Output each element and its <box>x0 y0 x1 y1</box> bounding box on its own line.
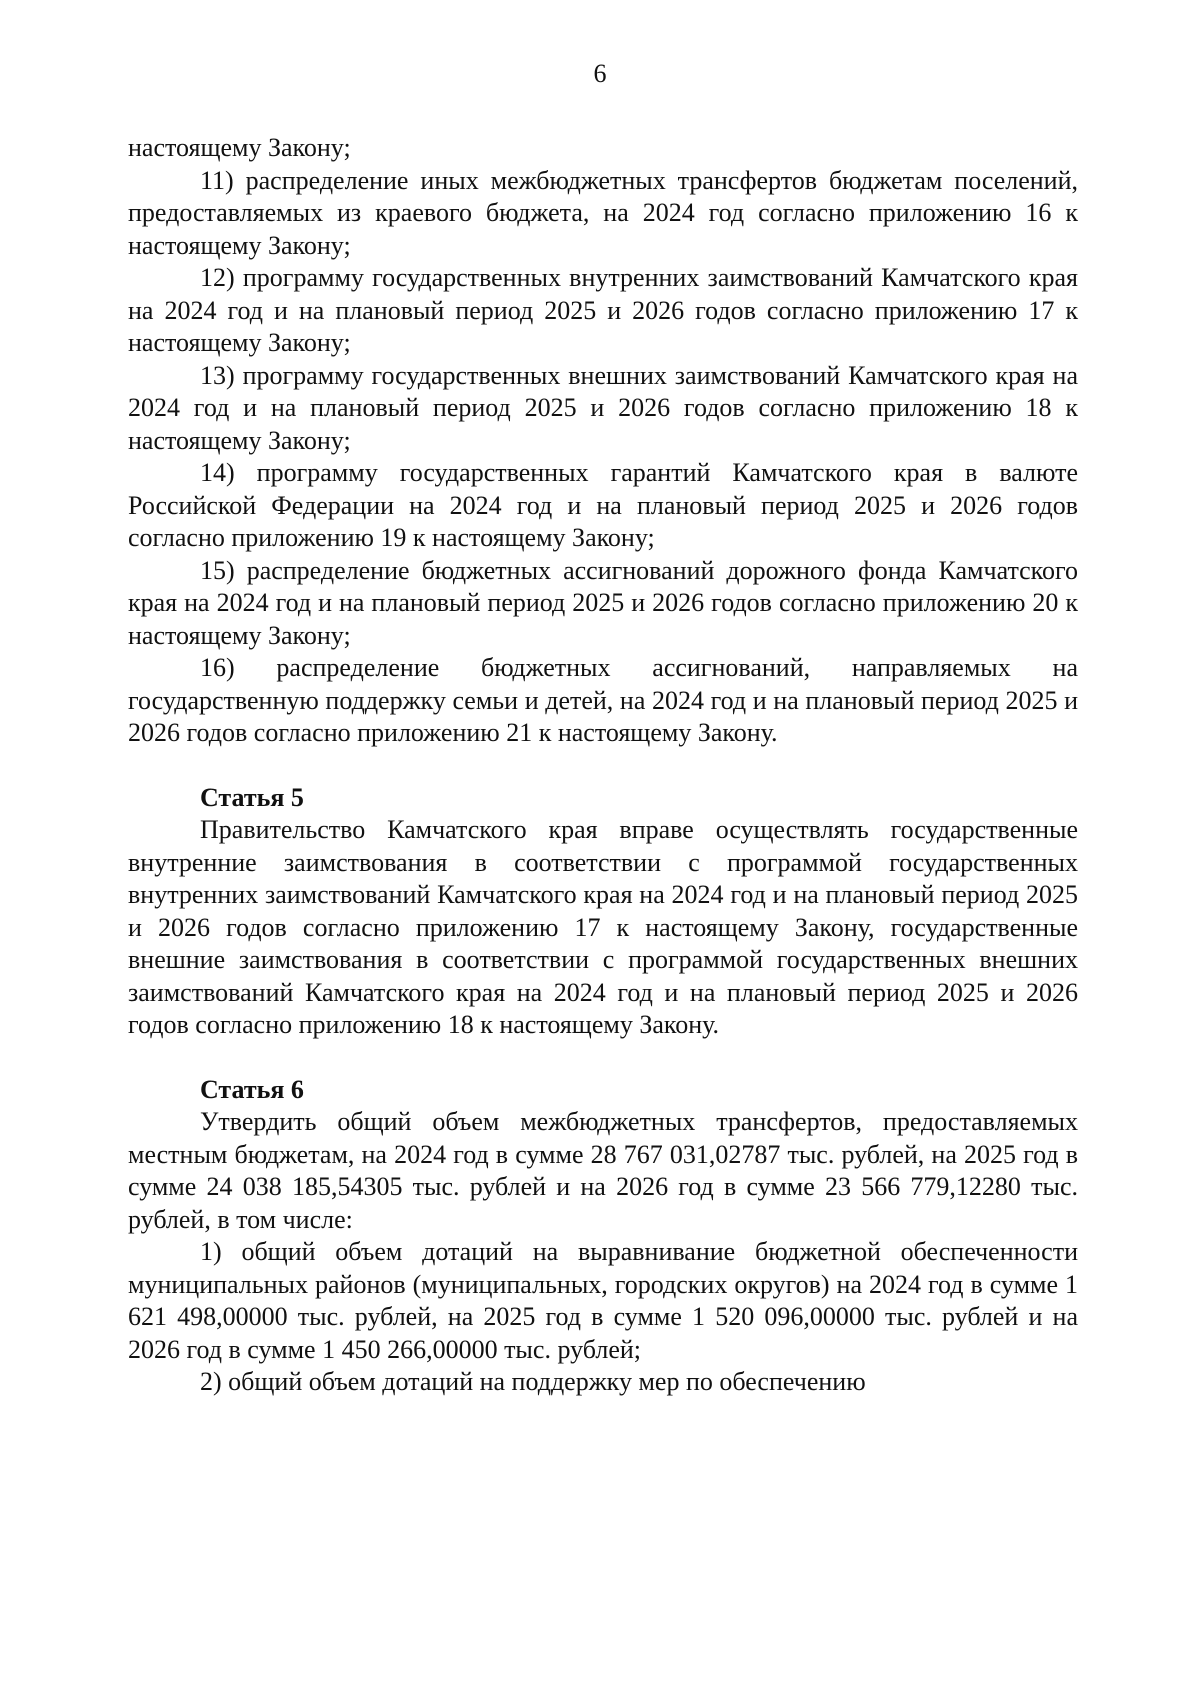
document-body <box>128 132 1078 1399</box>
section-gap <box>128 1042 1078 1074</box>
article-5-text: Правительство Камчатского края вправе осуществлять государственные внутренние заимствования в соответствии с программой государственных внутренних заимствований Камчатского края на 2024 год и на плановый период 2025 и 2026 годов согласно приложению 17 к настоящему Закону, государственные внешние заимствования в соответствии с программой государственных внешних заимствований Камчатского края на 2024 год и на плановый период 2025 и 2026 годов согласно приложению 18 к настоящему Закону. <box>128 815 1078 1039</box>
paragraph-continuation: настоящему Закону; <box>128 133 351 162</box>
article-6-heading: Статья 6 <box>200 1074 304 1104</box>
article-6-intro: Утвердить общий объем межбюджетных трансфертов, предоставляемых местным бюджетам, на 2024 год в сумме 28 767 031,02787 тыс. рублей, на 2025 год в сумме 24 038 185,54305 тыс. рублей и на 2026 год в сумме 23 566 779,12280 тыс. рублей, в том числе: <box>128 1107 1078 1234</box>
page-number: 6 <box>593 59 607 88</box>
section-gap <box>128 750 1078 782</box>
list-item-11: 11) распределение иных межбюджетных трансфертов бюджетам поселений, предоставляемых из краевого бюджета, на 2024 год согласно приложению 16 к настоящему Закону; <box>128 165 1078 260</box>
list-item-13: 13) программу государственных внешних заимствований Камчатского края на 2024 год и на плановый период 2025 и 2026 годов согласно приложению 18 к настоящему Закону; <box>128 360 1078 455</box>
article-6-item-2: 2) общий объем дотаций на поддержку мер по обеспечению <box>200 1367 866 1396</box>
list-item-15: 15) распределение бюджетных ассигнований дорожного фонда Камчатского края на 2024 год и на плановый период 2025 и 2026 годов согласно приложению 20 к настоящему Закону; <box>128 555 1078 650</box>
article-5-heading: Статья 5 <box>200 782 304 812</box>
list-item-14: 14) программу государственных гарантий Камчатского края в валюте Российской Федерации на 2024 год и на плановый период 2025 и 2026 годов согласно приложению 19 к настоящему Закону; <box>128 458 1078 552</box>
list-item-12: 12) программу государственных внутренних заимствований Камчатского края на 2024 год и на плановый период 2025 и 2026 годов согласно приложению 17 к настоящему Закону; <box>128 263 1078 357</box>
list-item-16: 16) распределение бюджетных ассигнований, направляемых на государственную поддержку семьи и детей, на 2024 год и на плановый период 2025 и 2026 годов согласно приложению 21 к настоящему Закону. <box>128 653 1078 747</box>
article-6-item-1: 1) общий объем дотаций на выравнивание бюджетной обеспеченности муниципальных районов (муниципальных, городских округов) на 2024 год в сумме 1 621 498,00000 тыс. рублей, на 2025 год в сумме 1 520 096,00000 тыс. рублей и на 2026 год в сумме 1 450 266,00000 тыс. рублей; <box>128 1237 1078 1364</box>
